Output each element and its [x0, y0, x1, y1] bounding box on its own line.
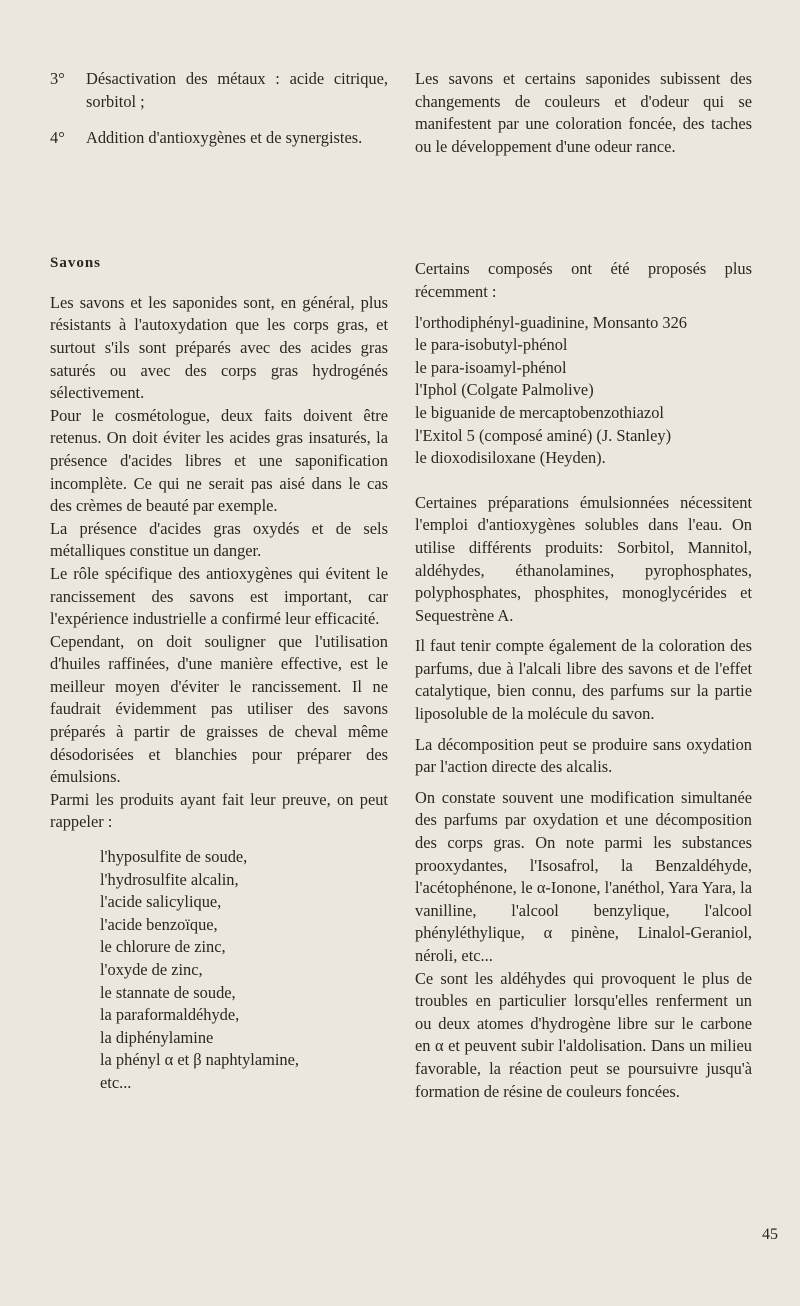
- paragraph: Cependant, on doit souligner que l'utilisation d'huiles raffinées, d'une manière effective, est le meilleur moyen d'éviter le rancissement. Il ne faudrait évidemment pas utiliser des savons préparés à partir de graisses de cheval même désodorisées et blanchies pour préparer des émulsions.: [50, 631, 388, 787]
- list-item: etc...: [100, 1072, 132, 1092]
- list-item: le chlorure de zinc,: [100, 937, 226, 957]
- left-column: [50, 68, 388, 1095]
- paragraph: Il faut tenir compte également de la coloration des parfums, due à l'alcali libre des savons et de l'effet catalytique, bien connu, des parfums sur la partie liposoluble de la molécule du savon.: [415, 636, 752, 724]
- item-number: 3°: [50, 69, 65, 88]
- paragraph: Les savons et certains saponides subissent des changements de couleurs et d'odeur qui se manifestent par une coloration foncée, des taches ou le développement d'une odeur rance.: [415, 69, 752, 156]
- paragraph: Certaines préparations émulsionnées nécessitent l'emploi d'antioxygènes solubles dans l'eau. On utilise différents produits: Sorbitol, Mannitol, aldéhydes, éthanolamines, pyrophosphates, polyphosphates, phosphites, monoglycérides et Sequestrène A.: [415, 492, 752, 625]
- list-item: le biguanide de mercaptobenzothiazol: [415, 402, 664, 422]
- paragraph: Ce sont les aldéhydes qui provoquent le plus de troubles en particulier lorsqu'elles renferment un ou deux atomes d'hydrogène libre sur le carbone en α et peuvent subir l'aldolisation. Dans un milieu favorable, la réaction peut se poursuivre jusqu'à formation de résine de couleurs foncées.: [415, 968, 752, 1101]
- paragraph: Certains composés ont été proposés plus récemment :: [415, 259, 752, 301]
- compound-list: [415, 312, 752, 470]
- list-item: le stannate de soude,: [100, 982, 236, 1002]
- list-item: le para-isobutyl-phénol: [415, 335, 568, 355]
- list-item: l'acide benzoïque,: [100, 914, 218, 934]
- paragraph: La présence d'acides gras oxydés et de sels métalliques constitue un danger.: [50, 518, 388, 561]
- list-item: la diphénylamine: [100, 1027, 214, 1047]
- list-item: l'oxyde de zinc,: [100, 960, 203, 979]
- list-item: l'hyposulfite de soude,: [100, 847, 248, 867]
- list-item-3: [50, 68, 388, 113]
- page-number: 45: [762, 1226, 778, 1243]
- list-item: le dioxodisiloxane (Heyden).: [415, 448, 606, 468]
- list-item: l'Iphol (Colgate Palmolive): [415, 380, 594, 400]
- product-list: [50, 846, 388, 1095]
- list-item: l'Exitol 5 (composé aminé) (J. Stanley): [415, 425, 672, 445]
- list-item: le para-isoamyl-phénol: [415, 357, 567, 377]
- list-item: l'acide salicylique,: [100, 892, 222, 912]
- list-item: la phényl α et β naphtylamine,: [100, 1050, 299, 1070]
- item-text: Désactivation des métaux : acide citrique, sorbitol ;: [86, 69, 388, 111]
- paragraph: La décomposition peut se produire sans oxydation par l'action directe des alcalis.: [415, 734, 752, 777]
- list-item: la paraformaldéhyde,: [100, 1005, 240, 1025]
- paragraph: On constate souvent une modification simultanée des parfums par oxydation et une décomposition des corps gras. On note parmi les substances prooxydantes, l'Isosafrol, la Benzaldéhyde, l'acétophénone, le α-Ionone, l'anéthol, Yara Yara, la vanilline, l'alcool benzylique, l'alcool phényléthylique, α pinène, Linalol-Geraniol, néroli, etc...: [415, 787, 752, 965]
- paragraph: Les savons et les saponides sont, en général, plus résistants à l'autoxydation que les corps gras, et surtout s'ils sont préparés avec des acides gras saturés ou avec des corps gras hydrogénés sélectivement.: [50, 292, 388, 403]
- paragraph: Le rôle spécifique des antioxygènes qui évitent le rancissement des savons est important, car l'expérience industrielle a confirmé leur efficacité.: [50, 563, 388, 629]
- paragraph: Pour le cosmétologue, deux faits doivent être retenus. On doit éviter les acides gras insaturés, la présence d'acides libres et une saponification incomplète. Ce qui ne serait pas aisé dans le cas des crèmes de beauté par exemple.: [50, 405, 388, 516]
- section-heading: Savons: [50, 254, 102, 271]
- paragraph: Parmi les produits ayant fait leur preuve, on peut rappeler :: [50, 789, 388, 832]
- list-item-4: [50, 127, 388, 150]
- right-column: [415, 68, 752, 1103]
- item-text: Addition d'antioxygènes et de synergistes.: [86, 128, 363, 148]
- list-item: l'orthodiphényl-guadinine, Monsanto 326: [415, 312, 687, 332]
- list-item: l'hydrosulfite alcalin,: [100, 869, 239, 889]
- item-number: 4°: [50, 128, 65, 148]
